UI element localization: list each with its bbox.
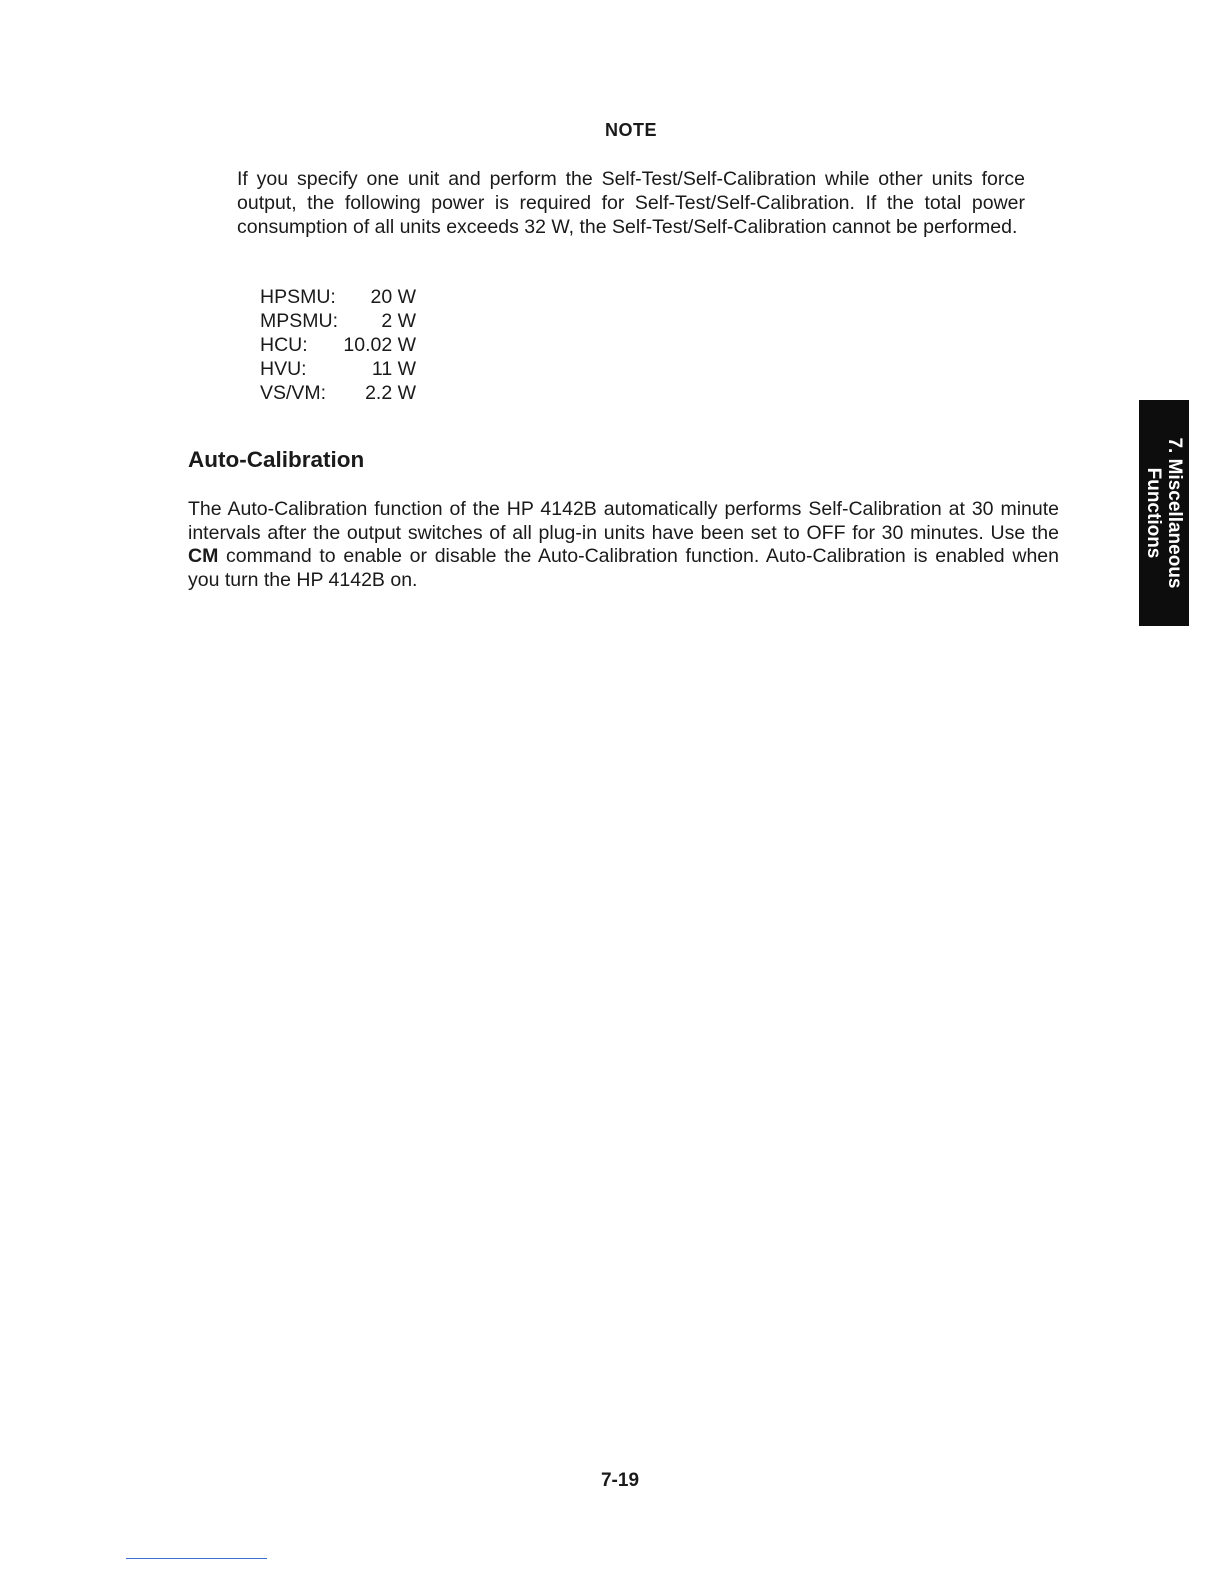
table-row — [260, 285, 416, 309]
section-body-text: command to enable or disable the Auto-Calibration function. Auto-Calibration is enabled when you turn the HP 4142B on. — [188, 545, 1059, 591]
section-body — [188, 498, 1059, 592]
power-value: 2.2 W — [365, 382, 416, 404]
unit-name: MPSMU: — [260, 310, 338, 332]
unit-name: VS/VM: — [260, 382, 327, 404]
section-heading: Auto-Calibration — [188, 447, 365, 472]
table-row — [260, 381, 416, 405]
unit-name: HCU: — [260, 334, 308, 356]
command-name: CM — [188, 545, 219, 567]
table-row — [260, 309, 416, 333]
power-requirements-table — [260, 285, 416, 405]
section-body-text: The Auto-Calibration function of the HP 4142B automatically performs Self-Calibration at 30 minute intervals after the output switches of all plug-in units have been set to OFF for 30 minutes. Use the — [188, 498, 1059, 544]
chapter-tab — [1139, 400, 1189, 626]
note-title: NOTE — [604, 120, 657, 140]
note-body: If you specify one unit and perform the Self-Test/Self-Calibration while other units force output, the following power is required for Self-Test/Self-Calibration. If the total power consumption of all units exceeds 32 W, the Self-Test/Self-Calibration cannot be performed. — [237, 168, 1025, 238]
power-value: 2 W — [381, 310, 416, 332]
table-row — [260, 357, 416, 381]
chapter-tab-line: 7. Miscellaneous — [1164, 437, 1185, 589]
power-value: 11 W — [371, 358, 416, 380]
table-row — [260, 333, 416, 357]
chapter-tab-label — [1139, 400, 1189, 626]
unit-name: HPSMU: — [260, 286, 336, 308]
power-value: 20 W — [370, 286, 416, 308]
power-value: 10.02 W — [343, 334, 416, 356]
footer-rule — [126, 1558, 267, 1559]
unit-name: HVU: — [260, 358, 307, 380]
chapter-tab-line: Functions — [1143, 467, 1164, 559]
page-number: 7-19 — [600, 1470, 640, 1491]
